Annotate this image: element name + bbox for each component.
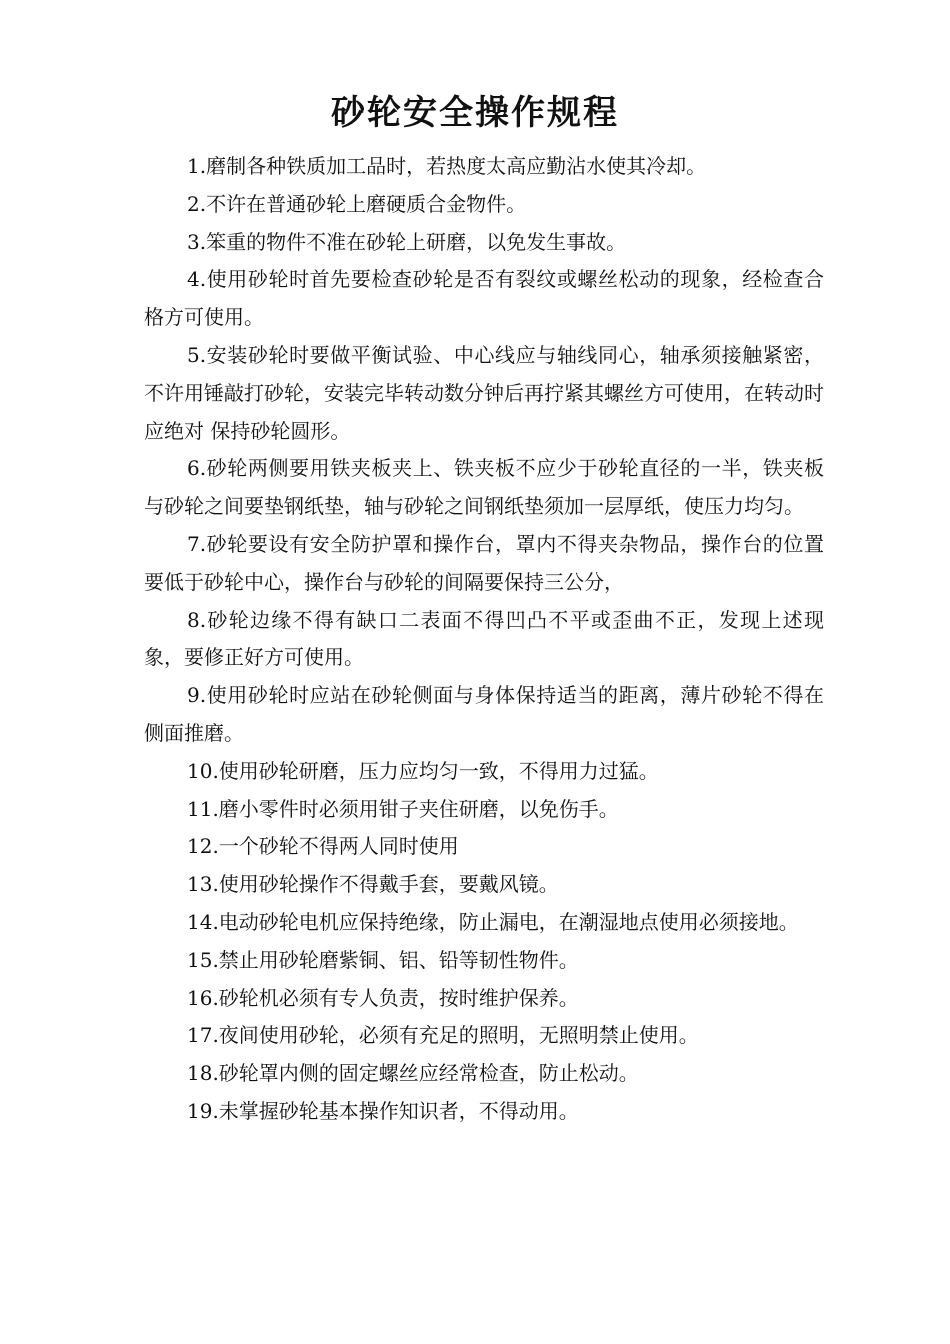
rule-item: 18.砂轮罩内侧的固定螺丝应经常检查，防止松动。 bbox=[187, 1061, 639, 1086]
rule-item: 12.一个砂轮不得两人同时使用 bbox=[187, 834, 459, 859]
rule-item: 13.使用砂轮操作不得戴手套，要戴风镜。 bbox=[187, 872, 559, 897]
rule-item: 11.磨小零件时必须用钳子夹住研磨，以免伤手。 bbox=[187, 796, 619, 821]
rule-item: 17.夜间使用砂轮，必须有充足的照明，无照明禁止使用。 bbox=[187, 1023, 699, 1048]
rule-item: 15.禁止用砂轮磨紫铜、铝、铅等韧性物件。 bbox=[187, 947, 579, 972]
rule-item: 5.安装砂轮时要做平衡试验、中心线应与轴线同心，轴承须接触紧密，不许用锤敲打砂轮，安装完毕转动数分钟后再拧紧其螺丝方可使用，在转动时应绝对 保持砂轮圆形。 bbox=[144, 342, 824, 443]
rule-item: 6.砂轮两侧要用铁夹板夹上、铁夹板不应少于砂轮直径的一半，铁夹板与砂轮之间要垫钢纸垫，轴与砂轮之间钢纸垫须加一层厚纸，使压力均匀。 bbox=[144, 456, 824, 519]
rule-item: 14.电动砂轮电机应保持绝缘，防止漏电，在潮湿地点使用必须接地。 bbox=[187, 909, 799, 934]
rule-item: 19.未掌握砂轮基本操作知识者，不得动用。 bbox=[187, 1098, 579, 1123]
document-title: 砂轮安全操作规程 bbox=[331, 93, 619, 133]
rule-item: 9.使用砂轮时应站在砂轮侧面与身体保持适当的距离，薄片砂轮不得在侧面推磨。 bbox=[144, 683, 824, 745]
rules-list bbox=[144, 148, 824, 1131]
rule-item: 8.砂轮边缘不得有缺口二表面不得凹凸不平或歪曲不正，发现上述现象，要修正好方可使用。 bbox=[144, 607, 824, 670]
rule-item: 4.使用砂轮时首先要检查砂轮是否有裂纹或螺丝松动的现象，经检查合格方可使用。 bbox=[144, 267, 824, 330]
rule-item: 16.砂轮机必须有专人负责，按时维护保养。 bbox=[187, 985, 579, 1010]
rule-item: 2.不许在普通砂轮上磨硬质合金物件。 bbox=[187, 191, 527, 216]
rule-item: 3.笨重的物件不准在砂轮上研磨，以免发生事故。 bbox=[187, 229, 627, 254]
rule-item: 1.磨制各种铁质加工品时，若热度太高应勤沾水使其冷却。 bbox=[187, 154, 707, 178]
rule-item: 10.使用砂轮研磨，压力应均匀一致，不得用力过猛。 bbox=[187, 758, 659, 783]
rule-item: 7.砂轮要设有安全防护罩和操作台，罩内不得夹杂物品，操作台的位置要低于砂轮中心，操作台与砂轮的间隔要保持三公分， bbox=[144, 531, 824, 594]
